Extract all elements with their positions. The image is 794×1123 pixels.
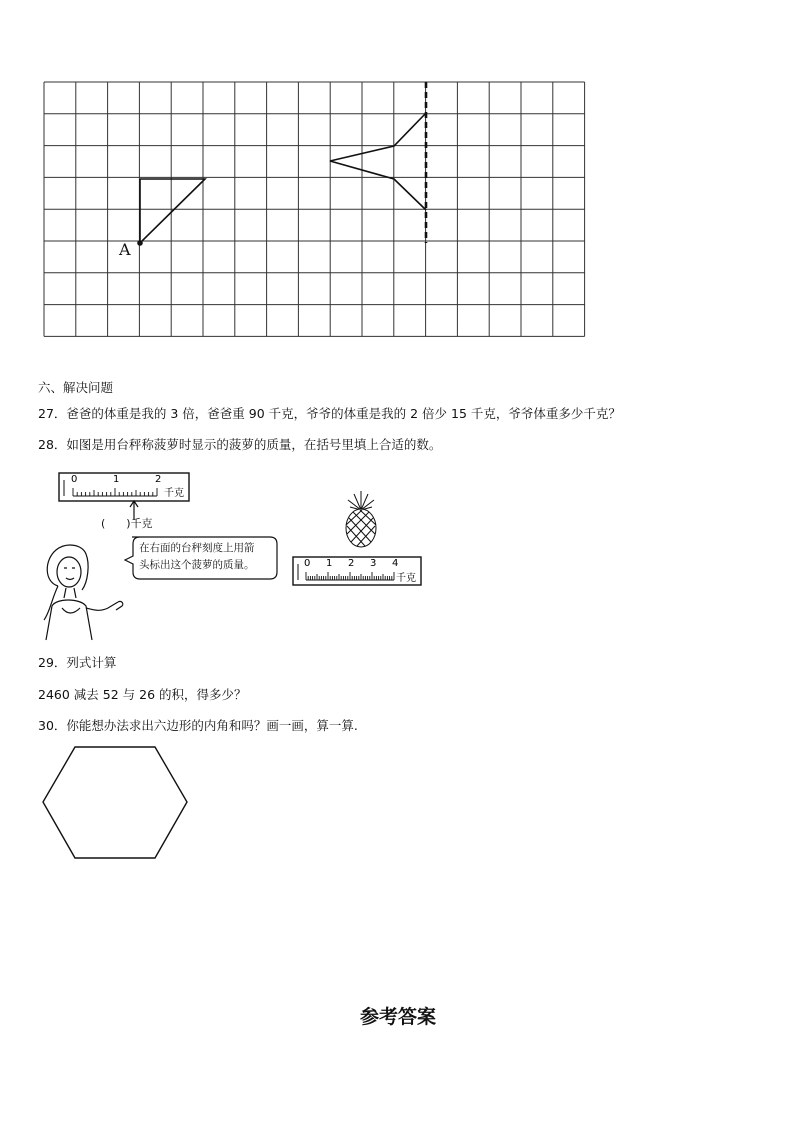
big-scale-tick-4: 4: [392, 558, 399, 569]
small-scale-tick-2: 2: [155, 474, 162, 485]
answers-heading: 参考答案: [360, 1006, 437, 1028]
big-scale: [292, 550, 424, 590]
pineapple-icon: [336, 490, 386, 550]
grid-lines: [44, 82, 585, 336]
half-arrow-shape: [330, 113, 426, 210]
question-30: 30．你能想办法求出六边形的内角和吗？画一画，算一算.: [38, 718, 358, 733]
big-scale-tick-3: 3: [370, 558, 377, 569]
triangle-shape: [140, 179, 205, 243]
hexagon-shape: [38, 743, 193, 865]
big-scale-tick-2: 2: [348, 558, 355, 569]
question-29-title: 29．列式计算: [38, 655, 117, 670]
small-scale-tick-1: 1: [113, 474, 120, 485]
small-scale-tick-0: 0: [71, 474, 78, 485]
small-scale: [58, 468, 193, 508]
question-28: 28．如图是用台秤称菠萝时显示的菠萝的质量，在括号里填上合适的数。: [38, 437, 442, 452]
small-scale-unit: 千克: [164, 488, 184, 499]
section-heading: 六、解决问题: [38, 380, 114, 395]
point-a-marker: [137, 240, 143, 246]
grid-figure: [0, 0, 794, 350]
question-27: 27．爸爸的体重是我的 3 倍，爸爸重 90 千克，爷爷的体重是我的 2 倍少 15 千克，爷爷体重多少千克？: [38, 406, 621, 421]
speech-line-1: 在右面的台秤刻度上用箭: [139, 542, 255, 554]
point-a-label: A: [119, 240, 131, 259]
big-scale-tick-1: 1: [326, 558, 333, 569]
answer-blank[interactable]: ( )千克: [101, 517, 153, 530]
question-29-text: 2460 减去 52 与 26 的积，得多少？: [38, 687, 247, 702]
big-scale-unit: 千克: [396, 573, 416, 584]
big-scale-tick-0: 0: [304, 558, 311, 569]
speech-line-2: 头标出这个菠萝的质量。: [139, 559, 255, 571]
